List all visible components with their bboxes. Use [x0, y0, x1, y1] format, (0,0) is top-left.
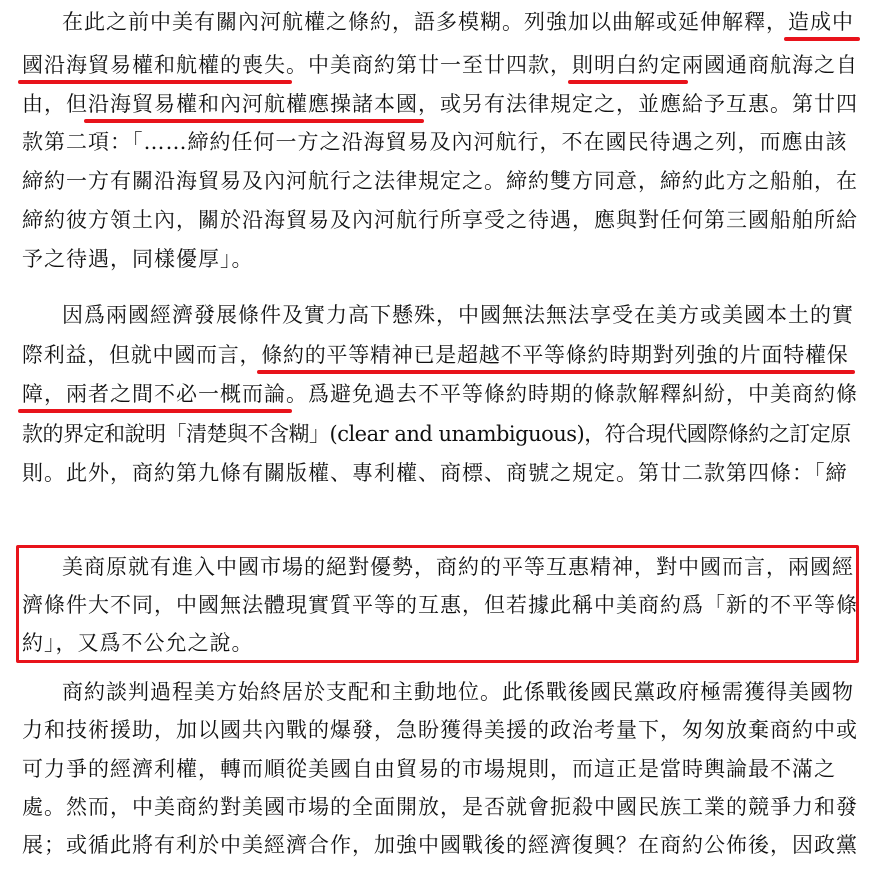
p1-line-7: 予之待遇，同樣優厚」。: [22, 247, 254, 271]
text-run: 兩國通商航海之自: [682, 53, 858, 77]
p1-line-6: 締約彼方領土內，關於沿海貿易及內河航行所享受之待遇，應與對任何第三國船舶所給: [22, 208, 858, 232]
p1-line-3: [22, 90, 858, 118]
box-line-1: 美商原就有進入中國市場的絕對優勢，商約的平等互惠精神，對中國而言，兩國經: [62, 555, 854, 579]
text-run: 由，但: [22, 92, 88, 116]
p3-line-1: 商約談判過程美方始終居於支配和主動地位。此係戰後國民黨政府極需獲得美國物: [62, 680, 854, 704]
red-underline-highlight: 條約的平等精神已是超越不平等條約時期對列強的片面特權保: [261, 343, 849, 367]
red-underline-highlight: 國沿海貿易權和航權的喪失: [22, 53, 286, 77]
text-run: 。爲避免過去不平等條約時期的條款解釋糾紛，中美商約條: [286, 382, 858, 406]
red-underline-highlight: 造成中: [788, 10, 854, 34]
p2-line-2: [22, 341, 849, 369]
p3-line-4: 處。然而，中美商約對美國市場的全面開放，是否就會扼殺中國民族工業的競爭力和發: [22, 795, 858, 819]
p2-line-4: 款的界定和說明「清楚與不含糊」(clear and unambiguous)，符合現代國際條約之訂定原: [22, 422, 851, 446]
text-run: ，或另有法律規定之，並應給予互惠。第廿四: [418, 92, 858, 116]
p1-line-4: 款第二項：「……締約任何一方之沿海貿易及內河航行，不在國民待遇之列，而應由該: [22, 130, 848, 154]
p1-line-5: 締約一方有關沿海貿易及內河航行之法律規定之。締約雙方同意，締約此方之船舶，在: [22, 169, 858, 193]
p1-line-2: [22, 51, 858, 79]
box-line-2: 濟條件大不同，中國無法體現實質平等的互惠，但若據此稱中美商約爲「新的不平等條: [22, 593, 858, 617]
p2-line-3: [22, 380, 858, 408]
text-run: 。中美商約第廿一至廿四款，: [286, 53, 572, 77]
red-underline-highlight: 則明白約定: [572, 53, 682, 77]
text-run: 在此之前中美有關內河航權之條約，語多模糊。列強加以曲解或延伸解釋，: [62, 10, 788, 34]
box-line-3: 約」，又爲不公允之說。: [22, 631, 254, 655]
p2-line-1: 因爲兩國經濟發展條件及實力高下懸殊，中國無法無法享受在美方或美國本土的實: [62, 303, 854, 327]
p2-line-5: 則。此外，商約第九條有關版權、專利權、商標、商號之規定。第廿二款第四條：「締: [22, 461, 848, 485]
text-run: 際利益，但就中國而言，: [22, 343, 262, 367]
p3-line-3: 可力爭的經濟利權，轉而順從美國自由貿易的市場規則，而這正是當時輿論最不滿之: [22, 757, 836, 781]
red-underline-highlight: 沿海貿易權和內河航權應操諸本國: [88, 92, 418, 116]
p3-line-5: 展；或循此將有利於中美經濟合作，加強中國戰後的經濟復興？在商約公佈後，因政黨: [22, 833, 858, 857]
p1-line-1: [62, 8, 854, 36]
red-underline-highlight: 障，兩者之間不必一概而論: [22, 382, 286, 406]
p3-line-2: 力和技術援助，加以國共內戰的爆發，急盼獲得美援的政治考量下，匆匆放棄商約中或: [22, 718, 858, 742]
